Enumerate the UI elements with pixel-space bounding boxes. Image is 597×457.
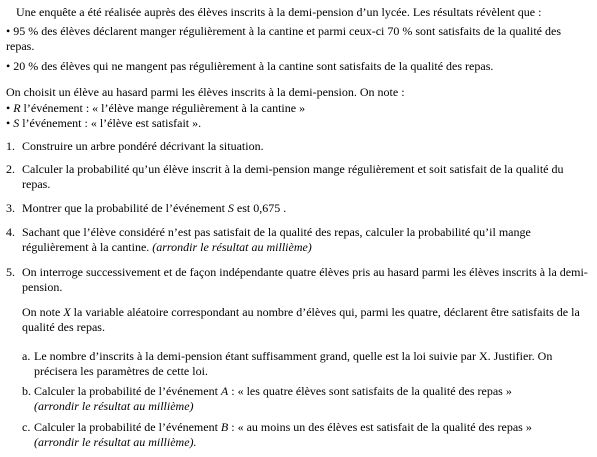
question-5b-label: b. <box>22 384 31 398</box>
question-1 <box>6 139 591 154</box>
question-5-number: 5. <box>6 265 15 279</box>
question-1-number: 1. <box>6 139 15 153</box>
question-1-text: Construire un arbre pondéré décrivant la situation. <box>22 139 264 153</box>
question-5c-note: (arrondir le résultat au millième). <box>34 435 197 449</box>
question-3-text: Montrer que la probabilité de l’événement S est 0,675 . <box>22 201 287 215</box>
choice-line: On choisit un élève au hasard parmi les élèves inscrits à la demi-pension. On note : <box>6 85 405 99</box>
intro-line: Une enquête a été réalisée auprès des élèves inscrits à la demi-pension d’un lycée. Les résultats révèlent que : <box>16 5 542 19</box>
var-x: X <box>63 305 71 319</box>
intro-bullet-2: • 20 % des élèves qui ne mangent pas régulièrement à la cantine sont satisfaits de la qualité des repas. <box>6 59 494 73</box>
question-3 <box>6 201 591 216</box>
question-5c-label: c. <box>22 420 31 434</box>
question-2 <box>6 162 591 192</box>
question-3-number: 3. <box>6 201 15 215</box>
question-5b <box>22 384 591 414</box>
question-4 <box>6 225 591 255</box>
question-5a-label: a. <box>22 349 31 363</box>
question-5-variable-note: On note X la variable aléatoire correspondant au nombre d’élèves qui, parmi les quatre, déclarent être satisfaits de la qualité des repas. <box>22 305 580 334</box>
question-5a <box>22 349 591 379</box>
var-r: R <box>13 101 21 115</box>
question-5c <box>22 420 591 450</box>
question-4-text: Sachant que l’élève considéré n’est pas satisfait de la qualité des repas, calculer la probabilité qu’il mange régulièrement à la cantine. (arrondir le résultat au millième) <box>22 225 531 254</box>
intro-bullet-1: • 95 % des élèves déclarent manger régulièrement à la cantine et parmi ceux-ci 70 % sont satisfaits de la qualité des repas. <box>6 24 561 53</box>
question-5a-text: Le nombre d’inscrits à la demi-pension étant suffisamment grand, quelle est la loi suivie par X. Justifier. On précisera les paramètres de cette loi. <box>34 349 553 378</box>
question-4-number: 4. <box>6 225 15 239</box>
question-4-note: (arrondir le résultat au millième) <box>152 240 312 254</box>
question-5-text: On interroge successivement et de façon indépendante quatre élèves pris au hasard parmi les élèves inscrits à la demi-pension. <box>22 265 588 294</box>
definition-r: • R l’événement : « l’élève mange régulièrement à la cantine » <box>6 101 306 115</box>
question-5 <box>6 265 591 295</box>
question-5b-note: (arrondir le résultat au millième) <box>34 399 194 413</box>
var-s-q3: S <box>227 201 234 215</box>
question-2-text: Calculer la probabilité qu’un élève inscrit à la demi-pension mange régulièrement et soit satisfait de la qualité du repas. <box>22 162 564 191</box>
var-b: B <box>220 420 229 434</box>
question-5b-text: Calculer la probabilité de l’événement A : « les quatre élèves sont satisfaits de la qualité des repas » (arrondir le résultat au millième) <box>34 384 512 413</box>
question-2-number: 2. <box>6 162 15 176</box>
var-s: S <box>13 116 20 130</box>
question-5c-text: Calculer la probabilité de l’événement B : « au moins un des élèves est satisfait de la qualité des repas » (arrondir le résultat au millième). <box>34 420 532 449</box>
definition-s: • S l’événement : « l’élève est satisfait ». <box>6 116 202 130</box>
var-a: A <box>220 384 229 398</box>
